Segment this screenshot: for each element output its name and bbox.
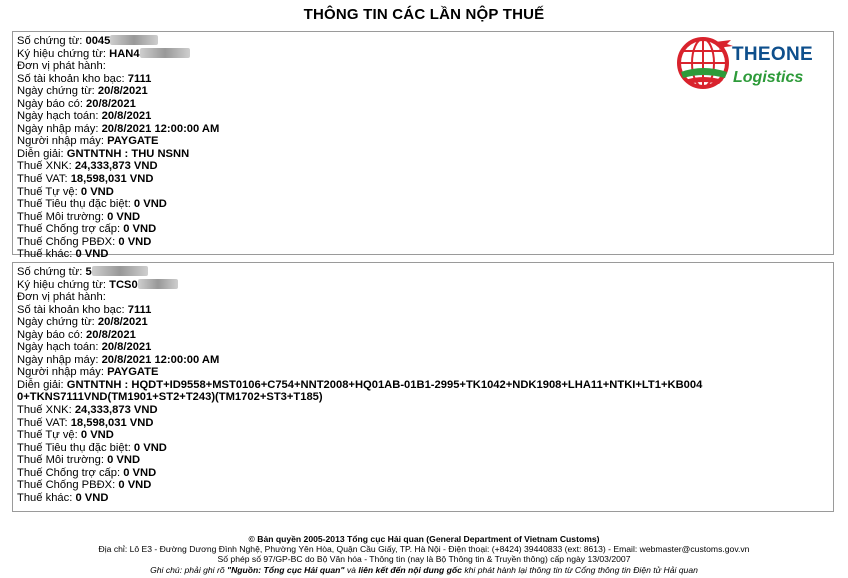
field-tax-anti-dumping: Thuế Chống PBĐX: 0 VND bbox=[17, 479, 152, 492]
page-title: THÔNG TIN CÁC LẦN NỘP THUẾ bbox=[303, 6, 545, 23]
record-fields bbox=[17, 266, 829, 504]
logo-word-logistics: Logistics bbox=[733, 69, 804, 86]
redaction-blur bbox=[138, 279, 178, 289]
field-tax-special-consumption: Thuế Tiêu thụ đặc biệt: 0 VND bbox=[17, 198, 167, 211]
field-issuer: Đơn vị phát hành: bbox=[17, 291, 106, 304]
field-tax-anti-dumping: Thuế Chống PBĐX: 0 VND bbox=[17, 235, 152, 248]
field-tax-environment: Thuế Môi trường: 0 VND bbox=[17, 454, 141, 467]
field-document-number: Số chứng từ: 5 bbox=[17, 266, 829, 279]
field-description: Diễn giải: GNTNTNH : HQDT+ID9558+MST0106+C754+NNT2008+HQ01AB-01B1-2995+TK1042+NDK1908+LHA11+NTKI+LT1+KB0040+TKNS7111VND(TM1901+ST2+T243)(TM1702+ST3+T185) bbox=[17, 378, 703, 404]
field-entered-by: Người nhập máy: PAYGATE bbox=[17, 366, 159, 379]
field-tax-other: Thuế khác: 0 VND bbox=[17, 491, 109, 504]
field-entry-date: Ngày nhập máy: 20/8/2021 12:00:00 AM bbox=[17, 122, 220, 135]
field-document-symbol: Ký hiệu chứng từ: HAN4 bbox=[17, 48, 829, 61]
logo-word-theone: THEONE bbox=[732, 44, 813, 65]
field-entry-date: Ngày nhập máy: 20/8/2021 12:00:00 AM bbox=[17, 353, 220, 366]
field-credit-date: Ngày báo có: 20/8/2021 bbox=[17, 97, 136, 110]
field-treasury-account: Số tài khoản kho bạc: 7111 bbox=[17, 72, 152, 85]
field-tax-import-export: Thuế XNK: 24,333,873 VND bbox=[17, 404, 158, 417]
footer-license: Số phép số 97/GP-BC do Bộ Văn hóa - Thông tin (nay là Bộ Thông tin & Truyền thông) cấp ngày 13/03/2007 bbox=[217, 554, 631, 565]
footer-address: Địa chỉ: Lô E3 - Đường Dương Đình Nghệ, Phường Yên Hòa, Quận Cầu Giấy, TP. Hà Nội - Điện thoại: (+8424) 39440833 (ext: 8613) - Email: webmaster@customs.gov.vn bbox=[98, 544, 750, 555]
theone-logistics-logo bbox=[675, 36, 825, 94]
site-footer bbox=[0, 534, 848, 575]
field-document-date: Ngày chứng từ: 20/8/2021 bbox=[17, 85, 148, 98]
field-document-symbol: Ký hiệu chứng từ: TCS0 bbox=[17, 279, 829, 292]
field-entered-by: Người nhập máy: PAYGATE bbox=[17, 135, 159, 148]
field-issuer: Đơn vị phát hành: bbox=[17, 60, 106, 73]
field-tax-environment: Thuế Môi trường: 0 VND bbox=[17, 210, 141, 223]
field-document-date: Ngày chứng từ: 20/8/2021 bbox=[17, 316, 148, 329]
field-tax-vat: Thuế VAT: 18,598,031 VND bbox=[17, 173, 154, 186]
field-document-number: Số chứng từ: 0045 bbox=[17, 35, 829, 48]
field-tax-special-consumption: Thuế Tiêu thụ đặc biệt: 0 VND bbox=[17, 441, 167, 454]
field-credit-date: Ngày báo có: 20/8/2021 bbox=[17, 328, 136, 341]
footer-copyright: © Bản quyền 2005-2013 Tổng cục Hải quan (General Department of Vietnam Customs) bbox=[248, 534, 600, 544]
field-tax-safeguard: Thuế Tự vệ: 0 VND bbox=[17, 185, 114, 198]
globe-plane-icon bbox=[675, 36, 735, 94]
redaction-blur bbox=[110, 35, 158, 45]
field-description: Diễn giải: GNTNTNH : THU NSNN bbox=[17, 147, 190, 160]
field-accounting-date: Ngày hạch toán: 20/8/2021 bbox=[17, 341, 152, 354]
field-tax-safeguard: Thuế Tự vệ: 0 VND bbox=[17, 429, 114, 442]
redaction-blur bbox=[140, 48, 190, 58]
field-tax-import-export: Thuế XNK: 24,333,873 VND bbox=[17, 160, 158, 173]
field-tax-countervailing: Thuế Chống trợ cấp: 0 VND bbox=[17, 466, 157, 479]
redaction-blur bbox=[92, 266, 148, 276]
field-accounting-date: Ngày hạch toán: 20/8/2021 bbox=[17, 110, 152, 123]
field-tax-countervailing: Thuế Chống trợ cấp: 0 VND bbox=[17, 223, 157, 236]
field-treasury-account: Số tài khoản kho bạc: 7111 bbox=[17, 303, 152, 316]
tax-payment-record bbox=[12, 262, 834, 512]
field-tax-other: Thuế khác: 0 VND bbox=[17, 248, 109, 261]
tax-payment-record bbox=[12, 31, 834, 261]
field-tax-vat: Thuế VAT: 18,598,031 VND bbox=[17, 416, 154, 429]
footer-note: Ghi chú: phải ghi rõ "Nguồn: Tổng cục Hải quan" và liên kết đến nội dung gốc khi phát hành lại thông tin từ Cổng thông tin Điện tử Hải quan bbox=[150, 564, 698, 575]
